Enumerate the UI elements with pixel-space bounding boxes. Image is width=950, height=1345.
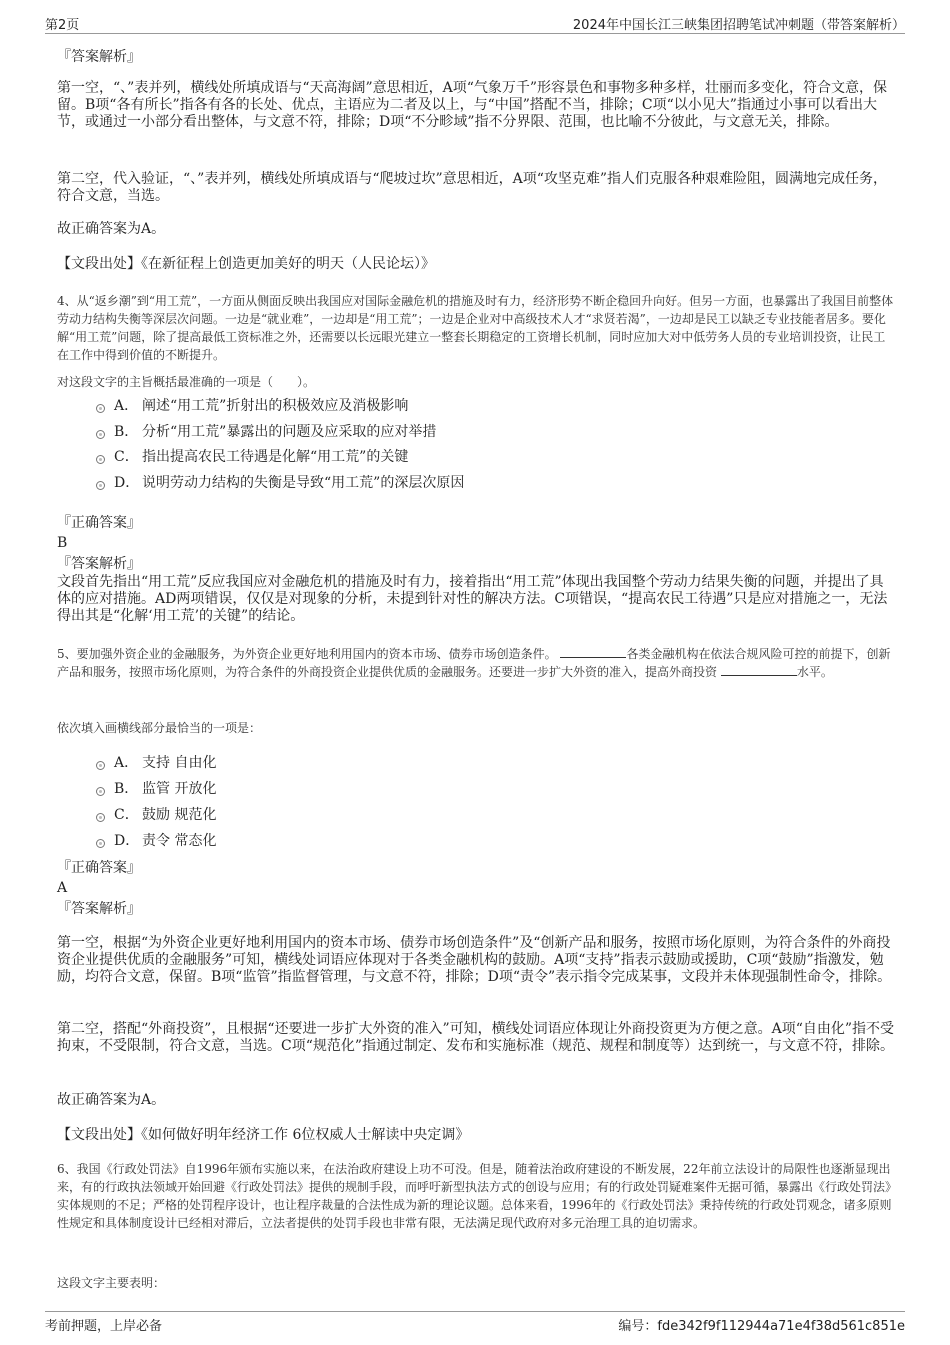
q5-stem: 5、要加强外资企业的金融服务，为外资企业更好地利用国内的资本市场、债券市场创造条件。 各类金融机构在依法合规风险可控的前提下，创新产品和服务，按照市场化原则，为符合条件的外商投资企业提供优质的金融服务。还要进一步扩大外资的准入，提高外商投资 水平。 [57, 647, 891, 679]
q5-question: 依次填入画横线部分最恰当的一项是： [57, 721, 262, 735]
radio-icon[interactable] [96, 481, 105, 490]
q5-option-d[interactable]: D． 责令 常态化 [96, 832, 216, 850]
q4-analysis: 文段首先指出“用工荒”反应我国应对金融危机的措施及时有力，接着指出“用工荒”体现出我国整个劳动力结果失衡的问题，并提出了具体的应对措施。AD两项错误，仅仅是对现象的分析，未提到针对性的解决方法。C项错误，“提高农民工待遇”只是应对措施之一，无法得出其是“化解‘用工荒’的关键”的结论。 [57, 574, 888, 624]
q6-stem: 6、我国《行政处罚法》自1996年颁布实施以来，在法治政府建设上功不可没。但是，随着法治政府建设的不断发展，22年前立法设计的局限性也逐渐显现出来，有的行政执法领域开始回避《行政处罚法》提供的规制手段，而呼吁新型执法方式的创设与应用；有的行政处罚疑难案件无据可循，暴露出《行政处罚法》实体规则的不足；严格的处罚程序设计，也让程序裁量的合法性成为新的理论议题。总体来看，1996年的《行政处罚法》秉持传统的行政处罚观念，诸多原则性规定和具体制度设计已经相对滞后，立法者提供的处罚手段也非常有限，无法满足现代政府对多元治理工具的迫切需求。 [57, 1162, 892, 1230]
q3-analysis-para2: 第二空，代入验证，“、”表并列，横线处所填成语与“爬坡过坎”意思相近，A项“攻坚克难”指人们克服各种艰难险阻，圆满地完成任务，符合文意，当选。 [57, 171, 888, 204]
radio-icon[interactable] [96, 430, 105, 439]
q4-option-c[interactable]: C． 指出提高农民工待遇是化解“用工荒”的关键 [96, 448, 408, 466]
document-code: 编号：fde342f9f112944a71e4f38d561c851e [618, 1319, 905, 1334]
q4-answer-label: 『正确答案』 [57, 515, 141, 531]
page-header [45, 12, 905, 34]
fill-blank-2 [721, 664, 797, 676]
radio-icon[interactable] [96, 787, 105, 796]
fill-blank-1 [560, 646, 626, 658]
q5-analysis-para1: 第一空，根据“为外资企业更好地利用国内的资本市场、债券市场创造条件”及“创新产品和服务，按照市场化原则，为符合条件的外商投资企业提供优质的金融服务”可知，横线处词语应体现对于各类金融机构的鼓励。A项“支持”指表示鼓励或援助，C项“鼓励”指激发，勉励，均符合文意，保留。B项“监管”指监督管理，与文意不符，排除；D项“责令”表示指令完成某事，文段并未体现强制性命令，排除。 [57, 935, 892, 985]
q3-analysis-para1: 第一空，“、”表并列，横线处所填成语与“天高海阔”意思相近，A项“气象万千”形容景色和事物多种多样，壮丽而多变化，符合文意，保留。B项“各有所长”指各有各的长处、优点，主语应为二者及以上，与“中国”搭配不当，排除；C项“以小见大”指通过小事可以看出大节，或通过一小部分看出整体，与文意不符，排除；D项“不分畛域”指不分界限、范围，也比喻不分彼此，与文意无关，排除。 [57, 80, 888, 130]
q3-conclusion: 故正确答案为A。 [57, 221, 166, 237]
q4-option-b[interactable]: B． 分析“用工荒”暴露出的问题及应采取的应对举措 [96, 423, 436, 441]
q5-option-a[interactable]: A． 支持 自由化 [96, 754, 216, 772]
q4-analysis-label: 『答案解析』 [57, 556, 141, 572]
q5-answer-label: 『正确答案』 [57, 860, 141, 876]
page-footer [45, 1311, 905, 1334]
q5-option-c[interactable]: C． 鼓励 规范化 [96, 806, 216, 824]
radio-icon[interactable] [96, 455, 105, 464]
q4-option-d[interactable]: D． 说明劳动力结构的失衡是导致“用工荒”的深层次原因 [96, 474, 464, 492]
document-title: 2024年中国长江三峡集团招聘笔试冲刺题（带答案解析） [572, 18, 905, 33]
q6-question: 这段文字主要表明： [57, 1276, 166, 1290]
q5-option-b[interactable]: B． 监管 开放化 [96, 780, 216, 798]
q3-analysis-label: 『答案解析』 [57, 49, 141, 65]
q5-conclusion: 故正确答案为A。 [57, 1092, 166, 1108]
footer-note: 考前押题，上岸必备 [45, 1319, 163, 1334]
q3-source: 【文段出处】《在新征程上创造更加美好的明天（人民论坛）》 [57, 256, 435, 272]
q4-option-a[interactable]: A． 阐述“用工荒”折射出的积极效应及消极影响 [96, 397, 408, 415]
q5-answer: A [57, 880, 68, 896]
q5-analysis-label: 『答案解析』 [57, 901, 141, 917]
q5-source: 【文段出处】《如何做好明年经济工作 6位权威人士解读中央定调》 [57, 1127, 470, 1143]
page-number: 第2页 [45, 18, 80, 33]
q5-analysis-para2: 第二空，搭配“外商投资”，且根据“还要进一步扩大外资的准入”可知，横线处词语应体现让外商投资更为方便之意。A项“自由化”指不受拘束，不受限制，符合文意，当选。C项“规范化”指通过制定、发布和实施标准（规范、规程和制度等）达到统一，与文意不符，排除。 [57, 1021, 895, 1054]
q4-answer: B [57, 535, 68, 551]
radio-icon[interactable] [96, 839, 105, 848]
radio-icon[interactable] [96, 761, 105, 770]
radio-icon[interactable] [96, 404, 105, 413]
radio-icon[interactable] [96, 813, 105, 822]
q4-question: 对这段文字的主旨概括最准确的一项是（ ）。 [57, 375, 316, 389]
q4-stem: 4、从“返乡潮”到“用工荒”，一方面从侧面反映出我国应对国际金融危机的措施及时有力，经济形势不断企稳回升向好。但另一方面，也暴露出了我国目前整体劳动力结构失衡等深层次问题。一边是“就业难”，一边却是“用工荒”；一边是企业对中高级技术人才“求贤若渴”，一边却是民工以缺乏专业技能者居多。要化解“用工荒”问题，除了提高最低工资标准之外，还需要以长远眼光建立一整套长期稳定的工资增长机制，同时应加大对中低劳务人员的专业培训投资，让民工在工作中得到价值的不断提升。 [57, 294, 894, 362]
